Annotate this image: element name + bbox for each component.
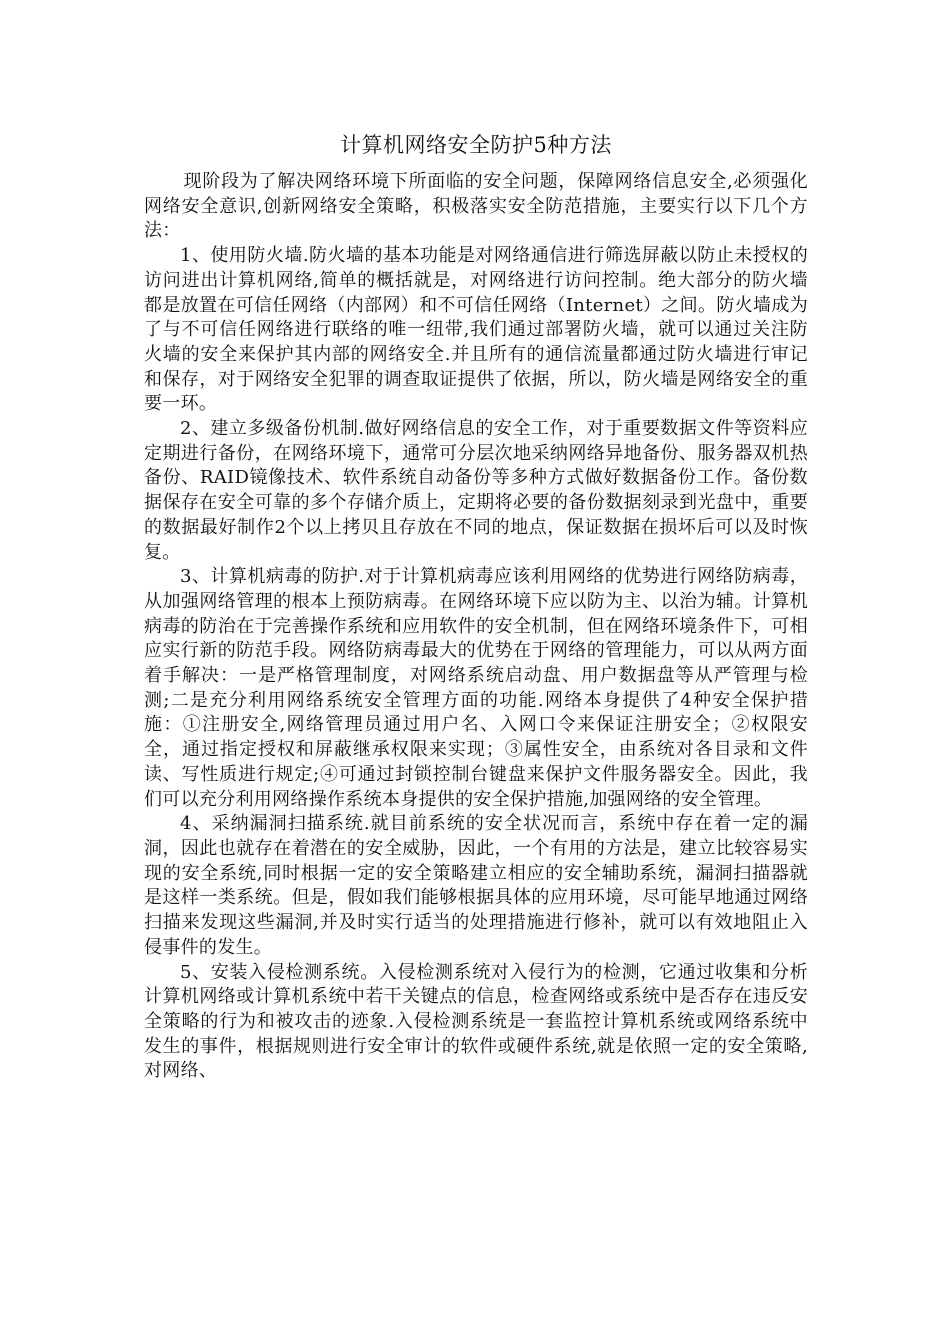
section-virus-protection: 3、计算机病毒的防护.对于计算机病毒应该利用网络的优势进行网络防病毒，从加强网络管理的根本上预防病毒。在网络环境下应以防为主、以治为辅。计算机病毒的防治在于完善操作系统和应用软件的安全机制，但在网络环境条件下，可相应实行新的防范手段。网络防病毒最大的优势在于网络的管理能力，可以从两方面着手解决：一是严格管理制度，对网络系统启动盘、用户数据盘等从严管理与检测;二是充分利用网络系统安全管理方面的功能.网络本身提供了4种安全保护措施：①注册安全,网络管理员通过用户名、入网口令来保证注册安全；②权限安全，通过指定授权和屏蔽继承权限来实现；③属性安全，由系统对各目录和文件读、写性质进行规定;④可通过封锁控制台键盘来保护文件服务器安全。因此，我们可以充分利用网络操作系统本身提供的安全保护措施,加强网络的安全管理。 — [144, 566, 808, 810]
section-intrusion-detection: 5、安装入侵检测系统。入侵检测系统对入侵行为的检测，它通过收集和分析计算机网络或计算机系统中若干关键点的信息，检查网络或系统中是否存在违反安全策略的行为和被攻击的迹象.入侵检测系统是一套监控计算机系统或网络系统中发生的事件，根据规则进行安全审计的软件或硬件系统,就是依照一定的安全策略,对网络、 — [144, 961, 808, 1082]
section-backup: 2、建立多级备份机制.做好网络信息的安全工作，对于重要数据文件等资料应定期进行备份，在网络环境下，通常可分层次地采纳网络异地备份、服务器双机热备份、RAID镜像技术、软件系统自动备份等多种方式做好数据备份工作。备份数据保存在安全可靠的多个存储介质上，定期将必要的备份数据刻录到光盘中，重要的数据最好制作2个以上拷贝且存放在不同的地点，保证数据在损坏后可以及时恢复。 — [144, 418, 808, 563]
document-body — [144, 130, 808, 1084]
section-vulnerability-scan: 4、采纳漏洞扫描系统.就目前系统的安全状况而言，系统中存在着一定的漏洞，因此也就存在着潜在的安全威胁，因此，一个有用的方法是，建立比较容易实现的安全系统,同时根据一定的安全策略建立相应的安全辅助系统，漏洞扫描器就是这样一类系统。但是，假如我们能够根据具体的应用环境，尽可能早地通过网络扫描来发现这些漏洞,并及时实行适当的处理措施进行修补，就可以有效地阻止入侵事件的发生。 — [144, 813, 808, 958]
document-title: 计算机网络安全防护5种方法 — [340, 133, 612, 157]
section-firewall: 1、使用防火墙.防火墙的基本功能是对网络通信进行筛选屏蔽以防止未授权的访问进出计算机网络,简单的概括就是，对网络进行访问控制。绝大部分的防火墙都是放置在可信任网络（内部网）和不可信任网络（Internet）之间。防火墙成为了与不可信任网络进行联络的唯一纽带,我们通过部署防火墙，就可以通过关注防火墙的安全来保护其内部的网络安全.并且所有的通信流量都通过防火墙进行审记和保存，对于网络安全犯罪的调查取证提供了依据，所以，防火墙是网络安全的重要一环。 — [144, 245, 808, 415]
intro-paragraph: 现阶段为了解决网络环境下所面临的安全问题，保障网络信息安全,必须强化网络安全意识,创新网络安全策略，积极落实安全防范措施，主要实行以下几个方法： — [144, 171, 808, 242]
